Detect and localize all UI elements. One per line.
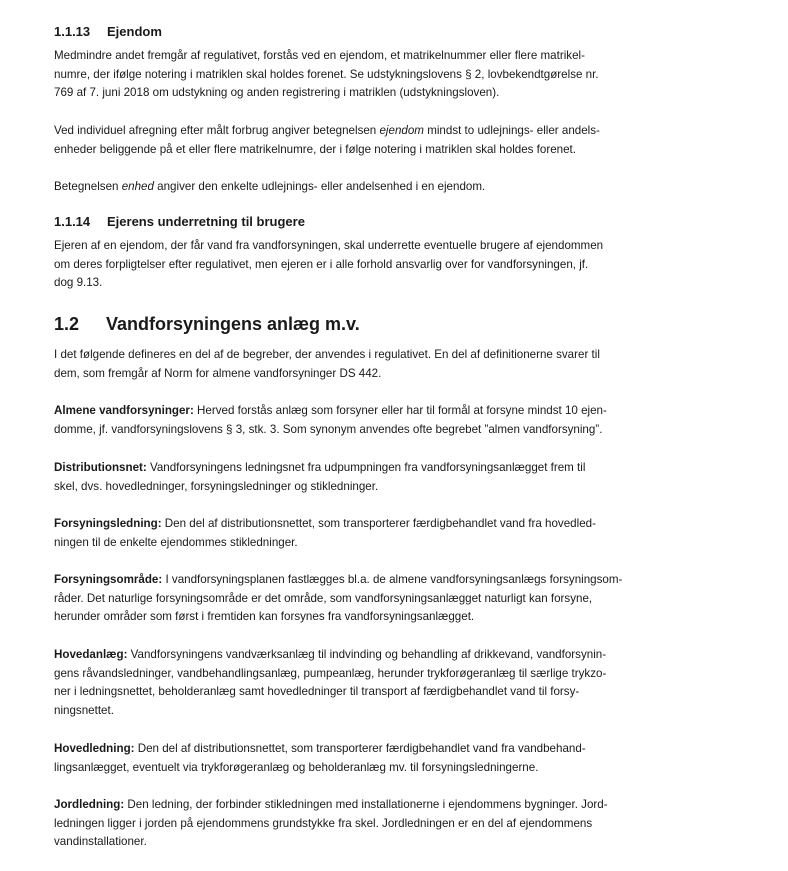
text-line [54, 459, 654, 478]
text-line [54, 571, 654, 590]
text-run: Herved forstås anlæg som forsyner eller har til formål at forsyne mindst 10 ejen- [193, 404, 607, 417]
text-line: 769 af 7. juni 2018 om udstykning og anden registrering i matriklen (udstykningsloven). [54, 86, 500, 100]
text-line: gens råvandsledninger, vandbehandlingsanlæg, pumpeanlæg, herunder trykforøgeranlæg til særlige trykzo- [54, 666, 607, 680]
text-run: Den del af distributionsnettet, som transporterer færdigbehandlet vand fra hovedled- [161, 517, 596, 530]
definition-term: Almene vandforsyninger: [54, 404, 194, 417]
text-line: ningen til de enkelte ejendommes stikledninger. [54, 535, 298, 549]
text-line [54, 740, 654, 759]
emphasis-text: ejendom [379, 124, 424, 137]
text-run: Vandforsyningens vandværksanlæg til indvinding og behandling af drikkevand, vandforsynin- [127, 648, 607, 661]
text-line: ledningen ligger i jorden på ejendommens grundstykke fra skel. Jordledningen er en del af ejendommens [54, 816, 593, 830]
text-line: herunder områder som først i fremtiden kan forsynes fra vandforsyningsanlægget. [54, 610, 475, 624]
text-line [54, 122, 654, 141]
definition-forsyningsledning [54, 515, 654, 552]
text-line: ner i ledningsnettet, beholderanlæg samt hovedledninger til transport af færdigbehandlet vand til forsy- [54, 685, 580, 699]
paragraph-individuel-afregning [54, 122, 654, 159]
text-line [54, 796, 654, 815]
text-run: angiver den enkelte udlejnings- eller andelsenhed i en ejendom. [153, 180, 486, 193]
section-number: 1.1.14 [54, 214, 91, 229]
emphasis-text: enhed [121, 180, 154, 193]
paragraph-ejendom-definition [54, 47, 654, 103]
section-heading-1-2 [54, 313, 654, 335]
definition-term: Hovedledning: [54, 742, 135, 755]
definition-distributionsnet [54, 459, 654, 496]
text-line [54, 646, 654, 665]
definition-almene-vandforsyninger [54, 402, 654, 439]
text-line: Ejeren af en ejendom, der får vand fra vandforsyningen, skal underrette eventuelle brugere af ejendommen [54, 239, 604, 252]
definition-jordledning [54, 796, 654, 852]
paragraph-intro [54, 346, 654, 383]
definition-term: Hovedanlæg: [54, 648, 128, 661]
definition-hovedledning [54, 740, 654, 777]
text-line: dem, som fremgår af Norm for almene vandforsyninger DS 442. [54, 366, 382, 380]
text-line: råder. Det naturlige forsyningsområde er det område, som vandforsyningsanlægget naturligt kan forsyne, [54, 591, 593, 605]
text-run: Vandforsyningens ledningsnet fra udpumpningen fra vandforsyningsanlægget frem til [146, 461, 586, 474]
definition-forsyningsomraade [54, 571, 654, 627]
text-line: om deres forpligtelser efter regulativet, men ejeren er i alle forhold ansvarlig over for vandforsyningen, jf. [54, 257, 589, 271]
section-number: 1.2 [54, 314, 80, 334]
text-line: vandinstallationer. [54, 835, 147, 849]
section-heading-1-1-14 [54, 214, 654, 230]
text-line [54, 178, 654, 197]
definition-term: Distributionsnet: [54, 461, 147, 474]
text-run: Ved individuel afregning efter målt forbrug angiver betegnelsen [54, 124, 380, 137]
text-line: dog 9.13. [54, 276, 103, 290]
definition-hovedanlaeg [54, 646, 654, 721]
text-line [54, 402, 654, 421]
text-line: skel, dvs. hovedledninger, forsyningsledninger og stikledninger. [54, 479, 379, 493]
section-title: Vandforsyningens anlæg m.v. [106, 314, 360, 334]
definition-term: Forsyningsområde: [54, 573, 163, 586]
section-title: Ejerens underretning til brugere [107, 214, 305, 229]
text-line [54, 515, 654, 534]
text-run: I vandforsyningsplanen fastlægges bl.a. de almene vandforsyningsanlægs forsyningsom- [162, 573, 623, 586]
text-line: Medmindre andet fremgår af regulativet, forstås ved en ejendom, et matrikelnummer eller flere matrikel- [54, 49, 585, 62]
text-line: ningsnettet. [54, 704, 114, 718]
text-line: enheder beliggende på et eller flere matrikelnumre, der i følge notering i matriklen skal holdes forenet. [54, 142, 577, 156]
definition-term: Jordledning: [54, 798, 125, 811]
text-line: I det følgende defineres en del af de begreber, der anvendes i regulativet. En del af definitionerne svarer til [54, 348, 600, 361]
section-number: 1.1.13 [54, 24, 91, 39]
section-heading-1-1-13 [54, 24, 654, 40]
text-line: domme, jf. vandforsyningslovens § 3, stk. 3. Som synonym anvendes ofte begrebet ”almen vandforsyning”. [54, 422, 603, 436]
text-run: Den ledning, der forbinder stikledningen med installationerne i ejendommens bygninger. Jord- [124, 798, 608, 811]
paragraph-ejerens-underretning [54, 237, 654, 293]
text-line: numre, der ifølge notering i matriklen skal holdes forenet. Se udstykningslovens § 2, lovbekendtgørelse nr. [54, 67, 599, 81]
text-run: Betegnelsen [54, 180, 122, 193]
text-run: mindst to udlejnings- eller andels- [423, 124, 600, 137]
section-title: Ejendom [107, 24, 162, 39]
paragraph-enhed [54, 178, 654, 197]
definition-term: Forsyningsledning: [54, 517, 162, 530]
text-run: Den del af distributionsnettet, som transporterer færdigbehandlet vand fra vandbehand- [134, 742, 586, 755]
text-line: lingsanlægget, eventuelt via trykforøgeranlæg og beholderanlæg mv. til forsyningsledningerne. [54, 760, 539, 774]
